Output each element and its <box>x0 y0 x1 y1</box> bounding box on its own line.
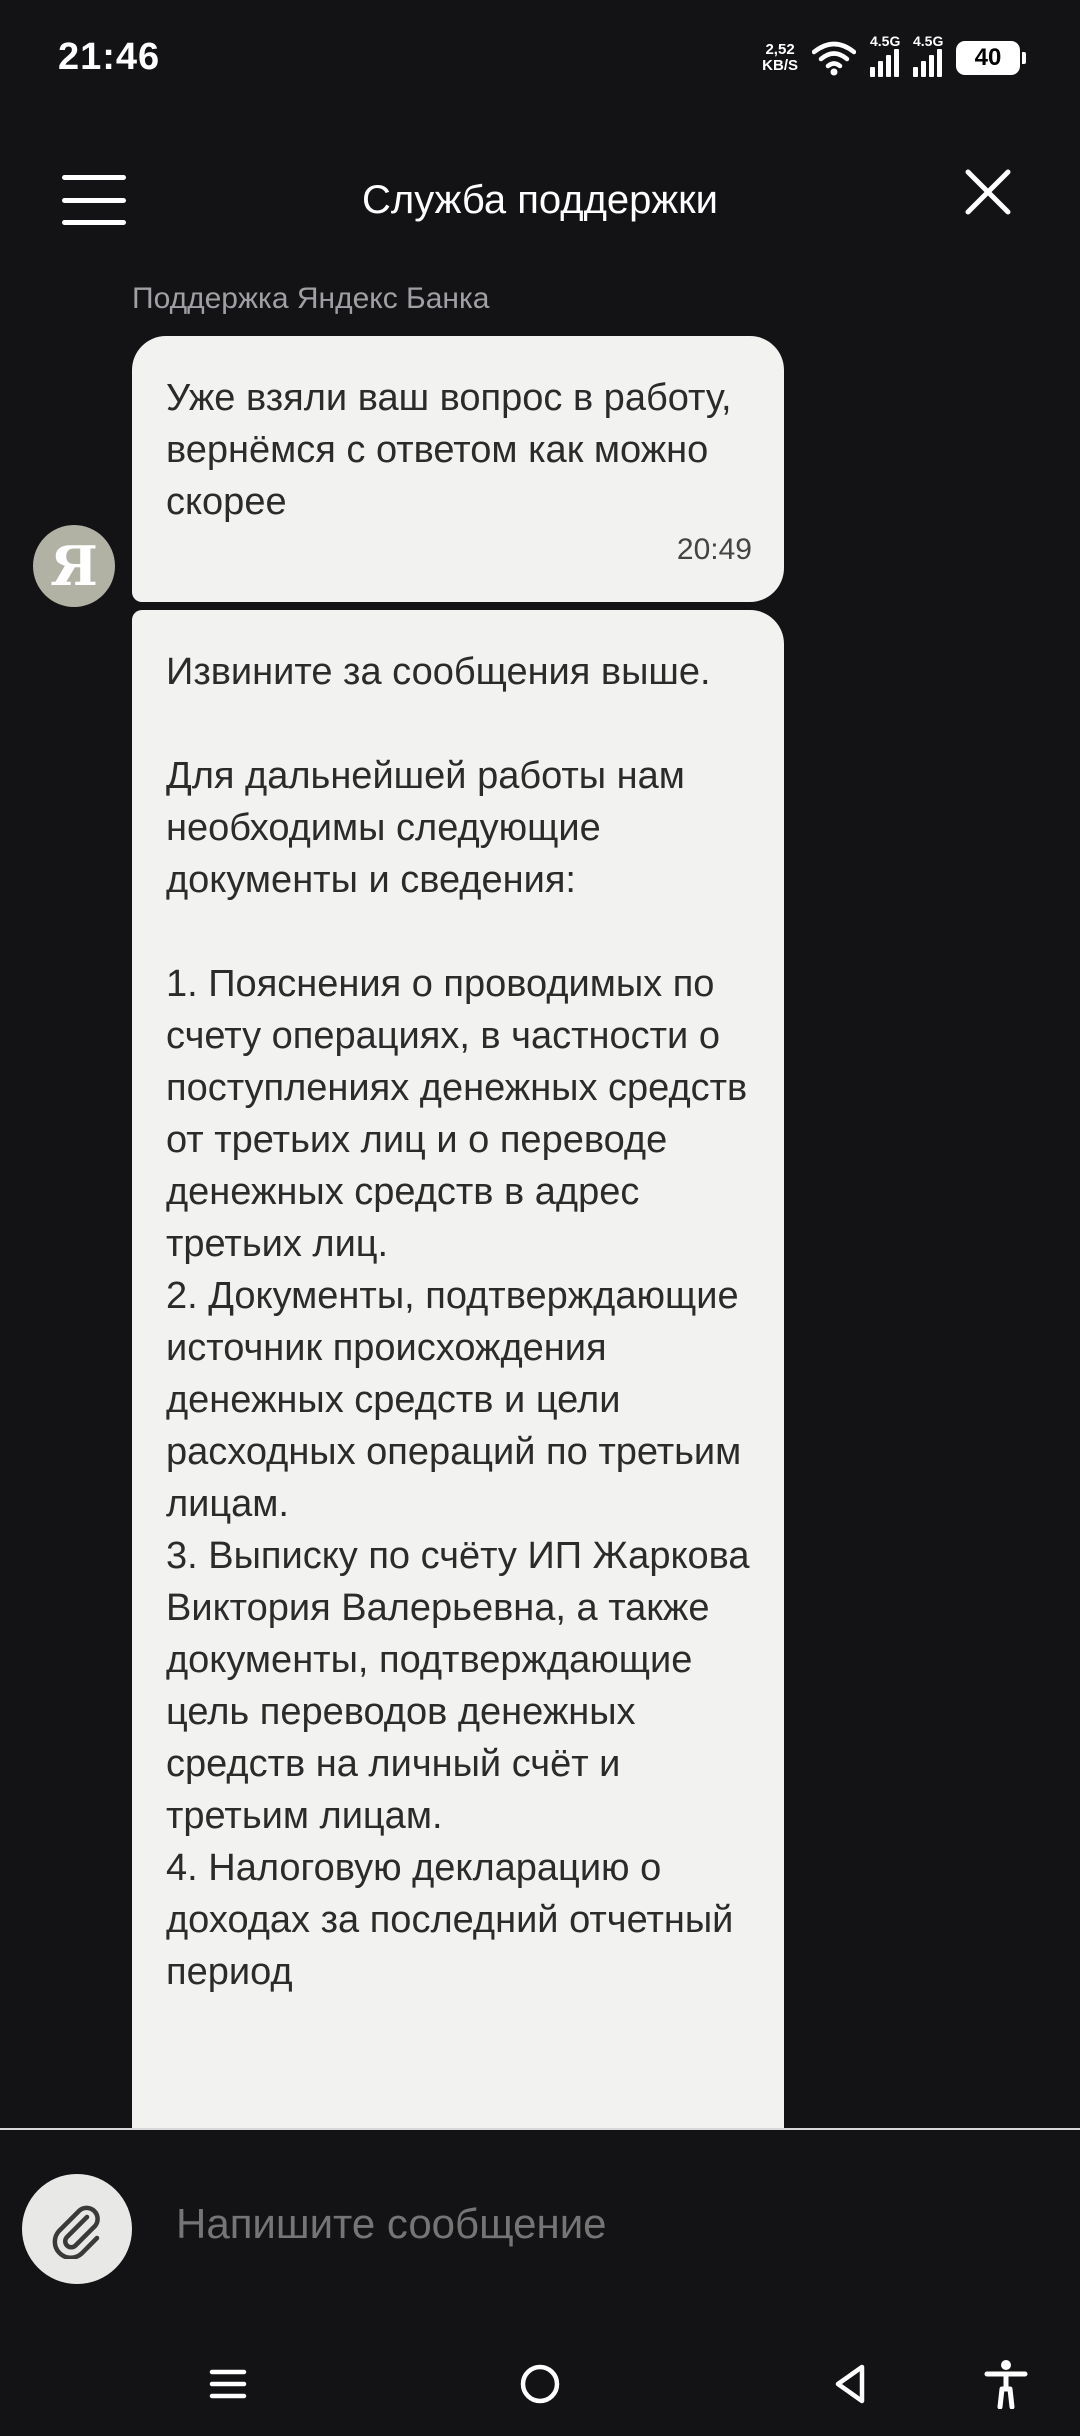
battery-level: 40 <box>974 44 1002 71</box>
message-composer <box>0 2128 1080 2330</box>
status-time: 21:46 <box>58 36 161 78</box>
back-icon[interactable] <box>820 2354 880 2414</box>
header <box>0 140 1080 260</box>
system-nav-bar <box>0 2330 1080 2436</box>
network-speed-value: 2,52 <box>765 41 795 58</box>
signal-2-label: 4.5G <box>913 33 944 49</box>
message-text: Уже взяли ваш вопрос в работу, вернёмся с ответом как можно скорее <box>166 377 732 523</box>
avatar: Я <box>33 525 115 607</box>
cellular-signal-2-icon <box>913 33 944 77</box>
sender-name: Поддержка Яндекс Банка <box>132 282 490 315</box>
status-bar <box>0 0 1080 110</box>
cellular-signal-1-icon <box>870 33 901 77</box>
attach-button[interactable] <box>22 2174 132 2284</box>
recents-icon[interactable] <box>198 2354 258 2414</box>
message-time: 20:49 <box>676 533 752 566</box>
close-icon[interactable] <box>958 162 1018 222</box>
network-speed-unit: KB/S <box>762 57 798 74</box>
signal-1-label: 4.5G <box>870 33 901 49</box>
home-icon[interactable] <box>510 2354 570 2414</box>
wifi-icon <box>812 40 856 76</box>
network-speed <box>762 42 798 74</box>
chat-area[interactable] <box>0 280 1080 2128</box>
status-icons <box>762 33 1020 80</box>
page-title: Служба поддержки <box>361 178 719 222</box>
accessibility-icon[interactable] <box>976 2354 1036 2414</box>
message-input[interactable] <box>176 2200 976 2248</box>
paperclip-icon <box>47 2199 107 2259</box>
message-bubble[interactable] <box>132 610 784 2128</box>
message-bubble[interactable] <box>132 336 784 602</box>
message-text: Извините за сообщения выше. Для дальнейшей работы нам необходимы следующие документы и сведения: 1. Пояснения о проводимых по счету операциях, в частности о поступлениях денежных средств от третьих лиц и о переводе денежных средств в адрес третьих лиц. 2. Документы, подтверждающие источник происхождения денежных средств и цели расходных операций по третьим лицам. 3. Выписку по счёту ИП Жаркова Виктория Валерьевна, а также документы, подтверждающие цель переводов денежных средств на личный счёт и третьим лицам. 4. Налоговую декларацию о доходах за последний отчетный период <box>166 651 750 1993</box>
battery-icon <box>956 41 1020 75</box>
